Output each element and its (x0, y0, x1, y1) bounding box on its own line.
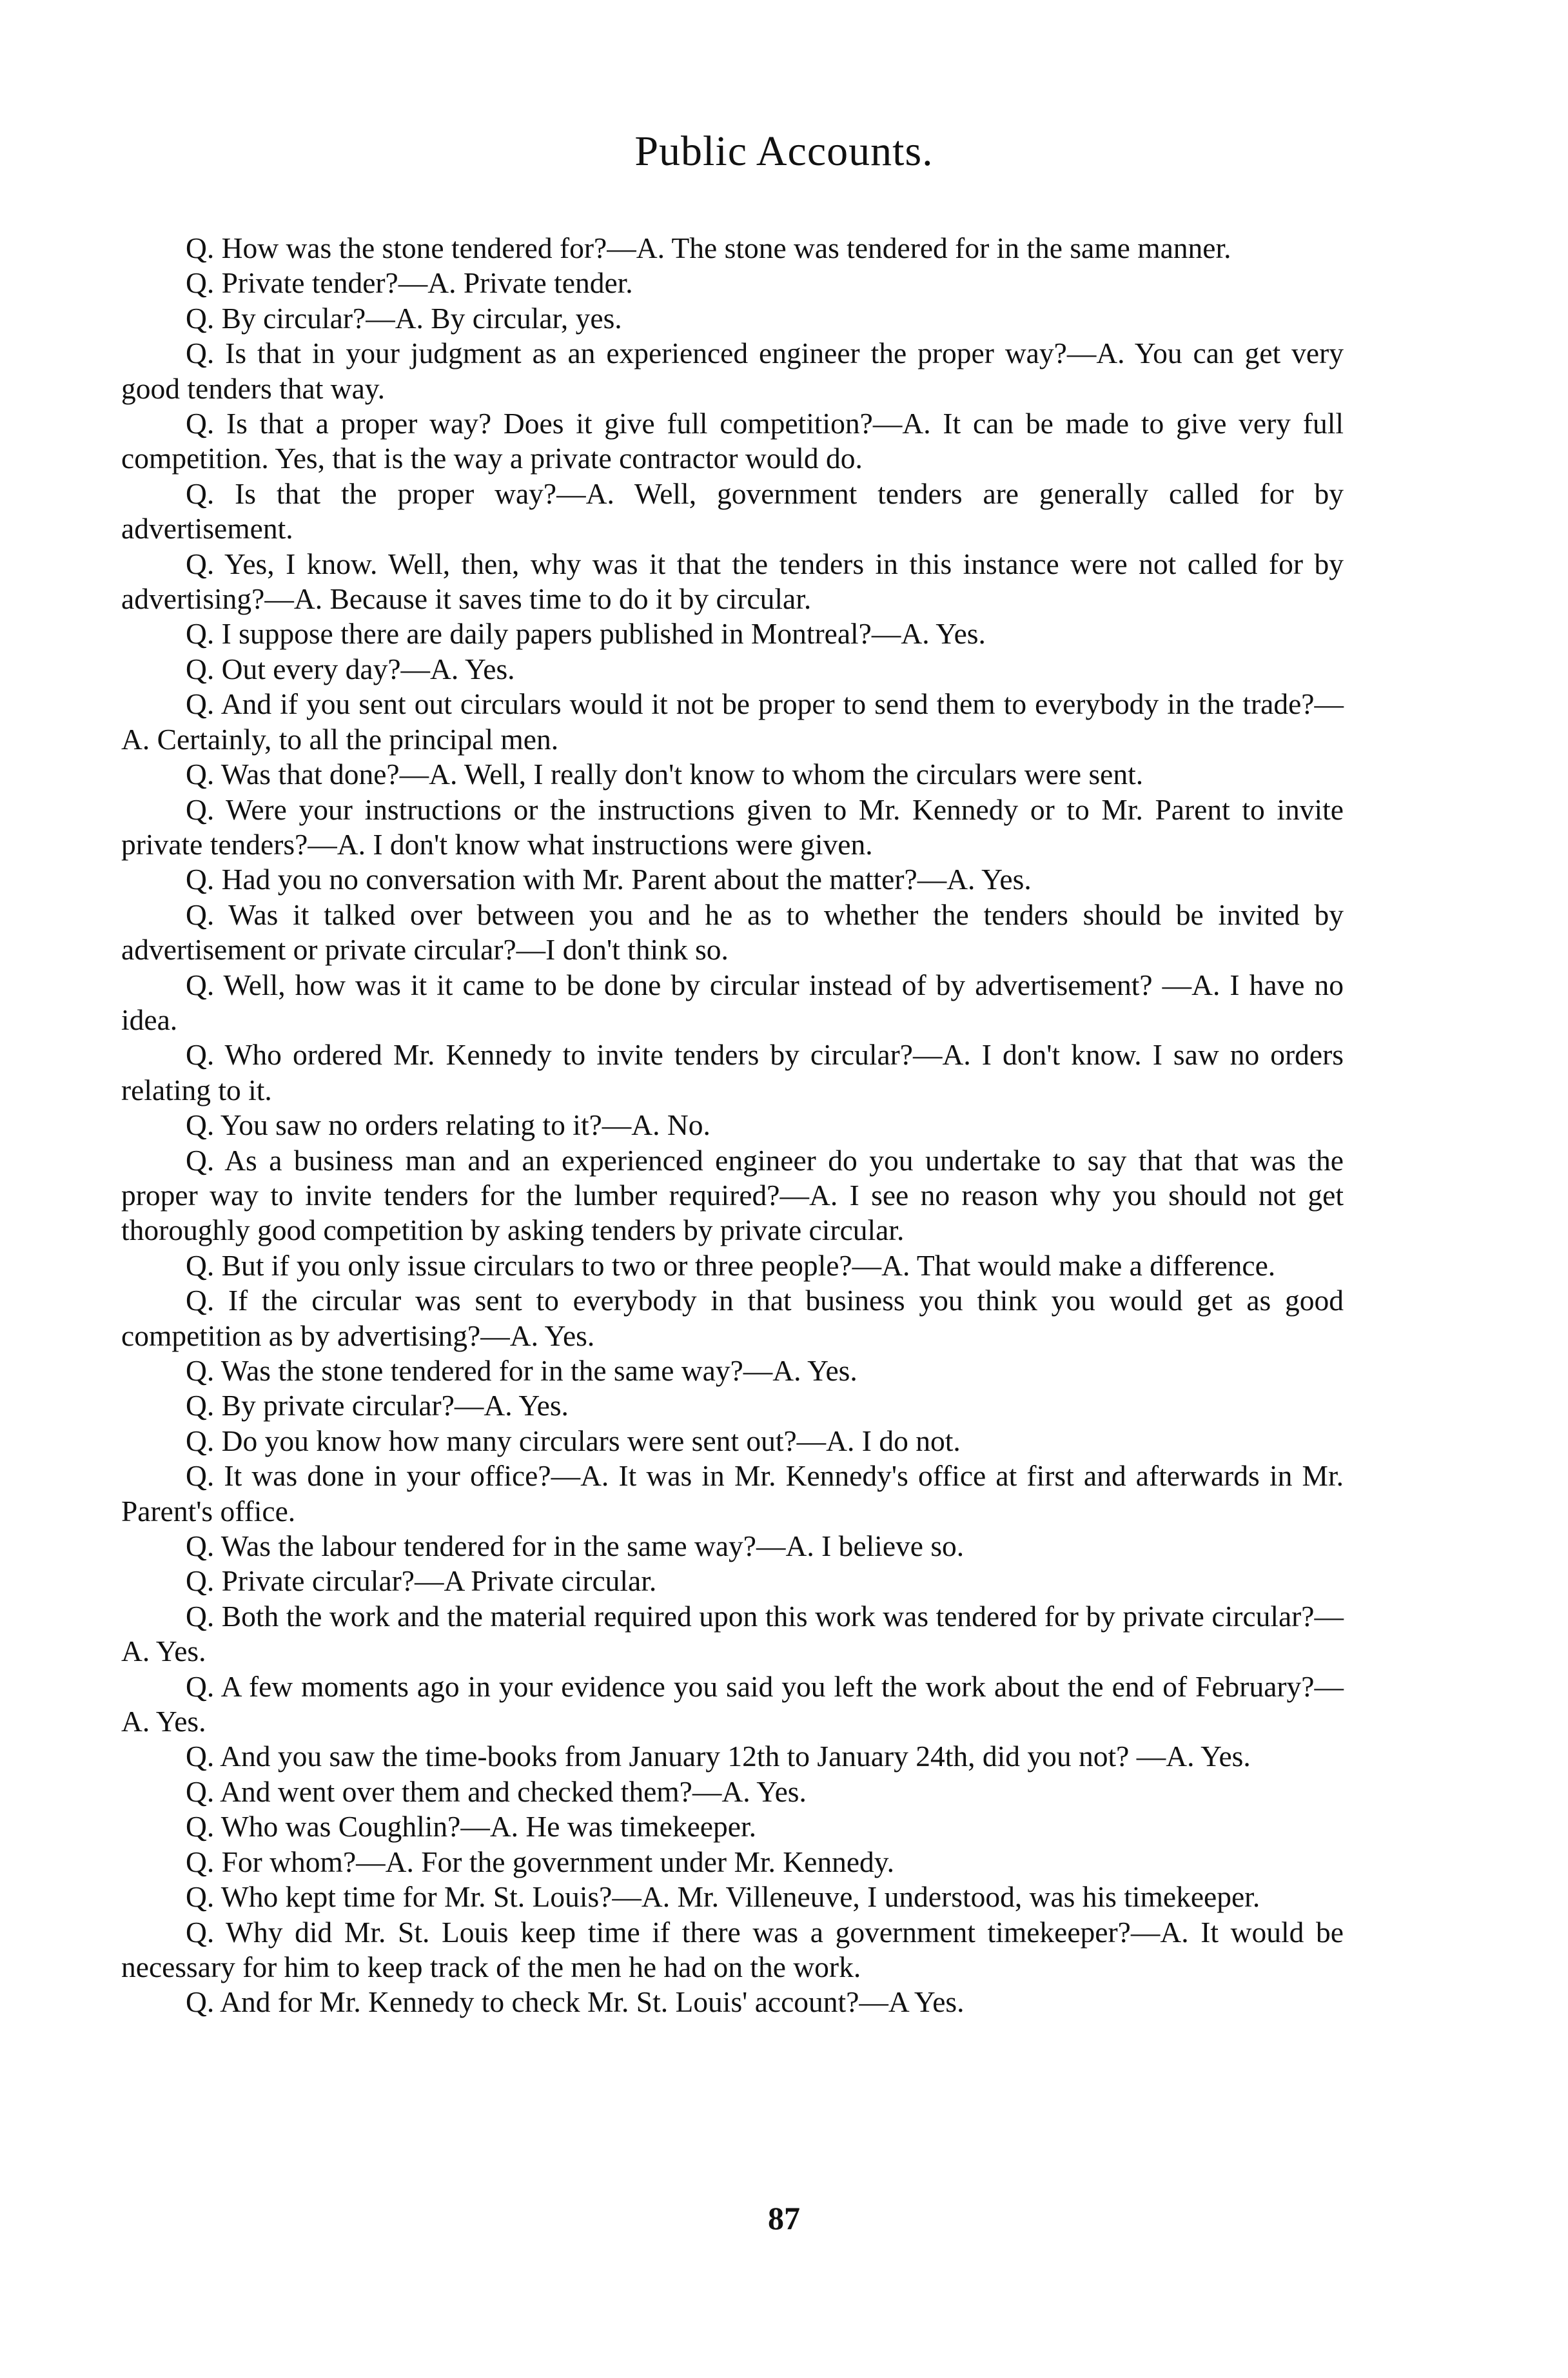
qa-paragraph: Q. I suppose there are daily papers published in Montreal?—A. Yes. (186, 617, 986, 651)
qa-paragraph: Q. Who ordered Mr. Kennedy to invite tenders by circular?—A. I don't know. I saw no orders relating to it. (121, 1038, 1344, 1106)
qa-paragraph: Q. Was that done?—A. Well, I really don't know to whom the circulars were sent. (186, 758, 1144, 791)
qa-paragraph: Q. Why did Mr. St. Louis keep time if there was a government timekeeper?—A. It would be necessary for him to keep track of the men he had on the work. (121, 1915, 1344, 1983)
qa-paragraph: Q. As a business man and an experienced engineer do you undertake to say that that was the proper way to invite tenders for the lumber required?—A. I see no reason why you should not get thoroughly good competition by asking tenders by private circular. (121, 1143, 1344, 1247)
qa-paragraph: Q. Was the labour tendered for in the same way?—A. I believe so. (186, 1529, 965, 1563)
page-title: Public Accounts. (634, 128, 934, 175)
qa-paragraph: Q. Is that in your judgment as an experienced engineer the proper way?—A. You can get very good tenders that way. (121, 337, 1344, 405)
qa-paragraph: Q. And you saw the time-books from January 12th to January 24th, did you not? —A. Yes. (186, 1740, 1251, 1773)
qa-paragraph: Q. If the circular was sent to everybody in that business you think you would get as good competition as by advertising?—A. Yes. (121, 1284, 1344, 1352)
qa-paragraph: Q. Yes, I know. Well, then, why was it that the tenders in this instance were not called for by advertising?—A. Because it saves time to do it by circular. (121, 547, 1344, 616)
qa-paragraph: Q. Was it talked over between you and he as to whether the tenders should be invited by advertisement or private circular?—I don't think so. (121, 898, 1344, 967)
qa-paragraph: Q. Out every day?—A. Yes. (186, 652, 515, 685)
qa-paragraph: Q. Were your instructions or the instructions given to Mr. Kennedy or to Mr. Parent to invite private tenders?—A. I don't know what instructions were given. (121, 792, 1344, 861)
qa-paragraph: Q. Who kept time for Mr. St. Louis?—A. Mr. Villeneuve, I understood, was his timekeeper. (186, 1880, 1260, 1914)
page-number: 87 (768, 2200, 800, 2236)
qa-paragraph: Q. And for Mr. Kennedy to check Mr. St. Louis' account?—A Yes. (186, 1985, 965, 2019)
qa-paragraph: Q. For whom?—A. For the government under Mr. Kennedy. (186, 1845, 894, 1878)
qa-paragraph: Q. Both the work and the material required upon this work was tendered for by private circular?—A. Yes. (121, 1599, 1344, 1668)
qa-paragraph: Q. And if you sent out circulars would it not be proper to send them to everybody in the trade?—A. Certainly, to all the principal men. (121, 687, 1344, 756)
qa-paragraph: Q. By circular?—A. By circular, yes. (186, 301, 622, 335)
qa-paragraph: Q. By private circular?—A. Yes. (186, 1389, 569, 1422)
qa-paragraph: Q. Private circular?—A Private circular. (186, 1564, 657, 1598)
qa-paragraph: Q. Is that a proper way? Does it give full competition?—A. It can be made to give very full competition. Yes, that is the way a private contractor would do. (121, 407, 1344, 475)
qa-paragraph: Q. How was the stone tendered for?—A. The stone was tendered for in the same manner. (186, 231, 1231, 264)
qa-paragraph: Q. But if you only issue circulars to two or three people?—A. That would make a difference. (186, 1248, 1276, 1282)
qa-paragraph: Q. Had you no conversation with Mr. Parent about the matter?—A. Yes. (186, 863, 1032, 896)
qa-paragraph: Q. A few moments ago in your evidence you said you left the work about the end of February?—A. Yes. (121, 1669, 1344, 1738)
qa-paragraph: Q. Who was Coughlin?—A. He was timekeeper. (186, 1810, 756, 1843)
qa-paragraph: Q. It was done in your office?—A. It was in Mr. Kennedy's office at first and afterwards in Mr. Parent's office. (121, 1459, 1344, 1528)
qa-paragraph: Q. Private tender?—A. Private tender. (186, 266, 633, 300)
qa-paragraph: Q. Do you know how many circulars were sent out?—A. I do not. (186, 1424, 961, 1457)
qa-paragraph: Q. Well, how was it it came to be done by circular instead of by advertisement? —A. I have no idea. (121, 968, 1344, 1036)
qa-paragraph: Q. And went over them and checked them?—A. Yes. (186, 1774, 807, 1808)
qa-paragraph: Q. Is that the proper way?—A. Well, government tenders are generally called for by advertisement. (121, 477, 1344, 545)
testimony-body (121, 231, 1344, 2020)
qa-paragraph: Q. Was the stone tendered for in the same way?—A. Yes. (186, 1354, 858, 1387)
qa-paragraph: Q. You saw no orders relating to it?—A. No. (186, 1108, 710, 1142)
